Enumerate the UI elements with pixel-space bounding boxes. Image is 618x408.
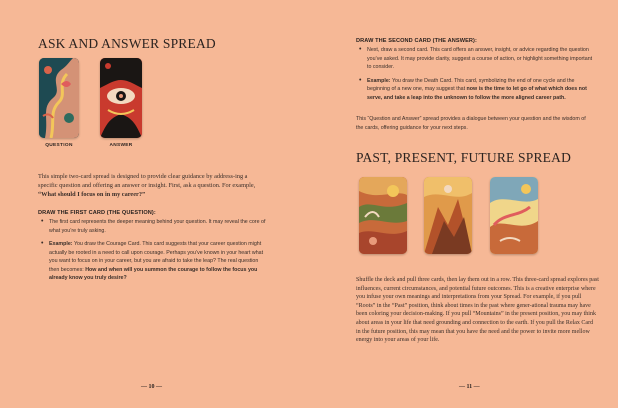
bullet-emphasis: now is the time to let go of what which does not serve, and take a leap into the unknown to follow the more aligned career path. bbox=[367, 86, 587, 101]
answer-card-label: ANSWER bbox=[109, 143, 133, 148]
three-card-paragraph: Shuffle the deck and pull three cards, then lay them out in a row. This three-card spread explores past influences, current circumstances, and potential future outcomes. This is a creative enterprise where you infuse your own meanings and interpretations from your Spread. For example, if you pull “Roots” in the “Past” position, think about times in the past where gener-ational trauma may have been coloring your decision-making. If you pull “Mountains” in the present position, you may think about areas in your life that need grounding and connection to the earth. If you pull the Relax Card in the future position, this may mean that you have the need and the power to invite more mellow energy into your areas of your life. bbox=[356, 277, 599, 344]
question-card-label: QUESTION bbox=[45, 143, 73, 148]
bullet-text: You draw the Death Card. This card, symbolizing the end of one cycle and the beginning of a new one, may suggest that bbox=[367, 77, 575, 92]
bullet-item bbox=[38, 240, 270, 283]
first-card-bullets bbox=[38, 218, 270, 288]
section-title: PAST, PRESENT, FUTURE SPREAD bbox=[356, 150, 572, 165]
second-card-subheading: DRAW THE SECOND CARD (THE ANSWER): bbox=[356, 38, 477, 44]
bullet-item bbox=[356, 46, 596, 72]
past-card-image bbox=[359, 177, 407, 254]
bullet-emphasis: How and when will you summon the courage to follow the focus you already know you truly desire? bbox=[49, 266, 258, 281]
future-card-image bbox=[490, 177, 538, 254]
bullet-text: The first card represents the deeper meaning behind your question. It may reveal the core of what you’re truly asking. bbox=[49, 219, 266, 234]
bullet-text: Next, draw a second card. This card offers an answer, insight, or advice regarding the question you’ve asked. It may provide clarity, suggest a course of action, or highlight something important to consider. bbox=[367, 47, 593, 70]
bullet-label: Example: bbox=[49, 241, 73, 247]
bullet-item bbox=[356, 77, 596, 103]
page-number-left: — 10 — bbox=[141, 384, 162, 390]
present-card-image bbox=[424, 177, 472, 254]
summary-paragraph: This “Question and Answer” spread provides a dialogue between your question and the wisdom of the cards, offering guidance for your next steps. bbox=[356, 116, 586, 131]
page-number-right: — 11 — bbox=[459, 384, 480, 390]
question-card-image bbox=[39, 58, 79, 138]
page-title: ASK AND ANSWER SPREAD bbox=[38, 36, 216, 51]
intro-paragraph bbox=[38, 172, 266, 199]
right-page bbox=[309, 0, 618, 408]
bullet-item bbox=[38, 218, 270, 235]
intro-example: “What should I focus on in my career?” bbox=[38, 191, 146, 198]
second-card-bullets bbox=[356, 46, 596, 107]
first-card-subheading: DRAW THE FIRST CARD (THE QUESTION): bbox=[38, 210, 156, 216]
bullet-text: You draw the Courage Card. This card suggests that your career question might actually be rooted in a need to call upon courage. Perhaps you’ve known in your heart what you want to focus on in your career, but you are afraid to take the leap? The real question then becomes: bbox=[49, 241, 264, 273]
intro-text: This simple two-card spread is designed to provide clear guidance by address-ing a specific question and offering an answer or insight. First, ask a question. For example, bbox=[38, 173, 256, 189]
bullet-label: Example: bbox=[367, 77, 391, 84]
answer-card-image bbox=[100, 58, 142, 138]
